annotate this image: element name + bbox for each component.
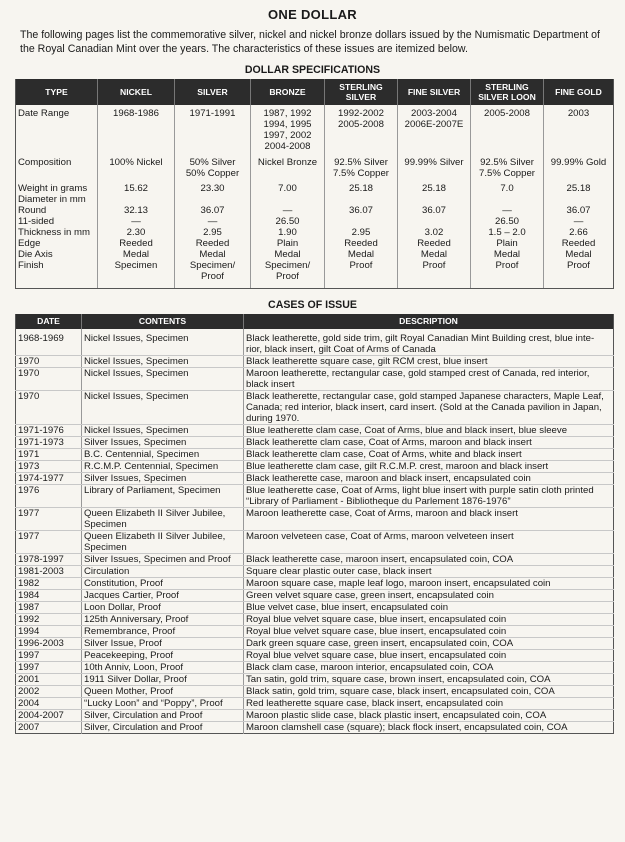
specs-cell: 36.07 — [175, 205, 251, 216]
specs-cell: 23.30 — [175, 183, 251, 194]
table-row — [16, 638, 614, 650]
specs-cell: 1992-2002 2005-2008 — [325, 105, 398, 157]
specs-cell: 15.62 — [98, 183, 175, 194]
case-description: Black leatherette square case, gilt RCM crest, blue insert — [244, 356, 614, 368]
specs-cell: — — [471, 205, 544, 216]
table-row — [16, 662, 614, 674]
case-contents: Nickel Issues, Specimen — [82, 329, 244, 356]
case-contents: Queen Elizabeth II Silver Jubilee, Specimen — [82, 508, 244, 531]
case-date: 1971 — [16, 449, 82, 461]
table-row — [16, 614, 614, 626]
table-row — [16, 449, 614, 461]
table-row — [16, 531, 614, 554]
table-row — [16, 650, 614, 662]
case-date: 1971-1973 — [16, 437, 82, 449]
case-date: 2001 — [16, 674, 82, 686]
case-contents: Silver, Circulation and Proof — [82, 722, 244, 734]
specs-cell: 1971-1991 — [175, 105, 251, 157]
case-description: Blue leatherette clam case, Coat of Arms, blue and black insert, blue sleeve — [244, 425, 614, 437]
case-date: 1996-2003 — [16, 638, 82, 650]
case-description: Black leatherette, rectangular case, gold stamped Japanese characters, Maple Leaf, Canada; red interior, black insert, card insert. (Sold at the Canada pavilion in Japan, during 1970. — [244, 391, 614, 425]
case-contents: Peacekeeping, Proof — [82, 650, 244, 662]
specs-cell: 25.18 — [398, 183, 471, 194]
cases-col-header: DATE — [16, 314, 82, 329]
case-date: 1997 — [16, 650, 82, 662]
specs-cell — [398, 216, 471, 227]
case-date: 1977 — [16, 508, 82, 531]
case-description: Royal blue velvet square case, blue insert, encapsulated coin — [244, 614, 614, 626]
specs-cell: 2005-2008 — [471, 105, 544, 157]
specs-body — [16, 105, 614, 289]
case-contents: Library of Parliament, Specimen — [82, 485, 244, 508]
specs-cell — [251, 194, 325, 205]
case-contents: 125th Anniversary, Proof — [82, 614, 244, 626]
specs-cell: 36.07 — [398, 205, 471, 216]
specs-cell: 25.18 — [566, 183, 591, 194]
case-description: Black leatherette clam case, Coat of Arms, maroon and black insert — [244, 437, 614, 449]
case-description: Blue leatherette case, Coat of Arms, light blue insert with purple satin cloth printed “Library of Parliament - Bibliotheque du Parlement 1876-1976” — [244, 485, 614, 508]
specs-cell: 1968-1986 — [98, 105, 175, 157]
specs-cell — [471, 194, 544, 205]
case-date: 2004 — [16, 698, 82, 710]
specs-cell: Proof — [398, 260, 471, 289]
table-row — [16, 356, 614, 368]
specs-col-header: STERLING SILVER LOON — [471, 79, 544, 105]
specs-cell: 92.5% Silver 7.5% Copper — [471, 157, 544, 183]
table-row — [16, 722, 614, 734]
case-contents: Loon Dollar, Proof — [82, 602, 244, 614]
specs-cell: 1.90 — [251, 227, 325, 238]
case-description: Dark green square case, green insert, encapsulated coin, COA — [244, 638, 614, 650]
case-contents: Silver Issues, Specimen and Proof — [82, 554, 244, 566]
specs-col-header: NICKEL — [98, 79, 175, 105]
table-row — [16, 566, 614, 578]
table-row — [16, 437, 614, 449]
specs-row-label: Finish — [16, 260, 98, 289]
specs-cell: 2003-2004 2006E-2007E — [398, 105, 471, 157]
case-contents: Constitution, Proof — [82, 578, 244, 590]
specs-cell: 100% Nickel — [98, 157, 175, 183]
specs-cell — [98, 194, 175, 205]
case-description: Red leatherette square case, black insert, encapsulated coin — [244, 698, 614, 710]
case-description: Blue velvet case, blue insert, encapsulated coin — [244, 602, 614, 614]
case-contents: Nickel Issues, Specimen — [82, 391, 244, 425]
case-date: 2007 — [16, 722, 82, 734]
case-contents: Queen Mother, Proof — [82, 686, 244, 698]
specs-cell: Medal — [98, 249, 175, 260]
specs-cell: Proof — [325, 260, 398, 289]
specs-row — [16, 227, 614, 238]
specs-row — [16, 238, 614, 249]
specs-cell: 36.07 — [566, 205, 591, 216]
specs-row — [16, 249, 614, 260]
table-row — [16, 686, 614, 698]
case-date: 1971-1976 — [16, 425, 82, 437]
case-description: Black clam case, maroon interior, encapsulated coin, COA — [244, 662, 614, 674]
case-contents: “Lucky Loon” and “Poppy”, Proof — [82, 698, 244, 710]
case-description: Maroon clamshell case (square); black flock insert, encapsulated coin, COA — [246, 722, 568, 733]
case-contents: 1911 Silver Dollar, Proof — [82, 674, 244, 686]
specs-cell: Plain — [471, 238, 544, 249]
table-row — [16, 368, 614, 391]
case-date: 1978-1997 — [16, 554, 82, 566]
cases-col-header: DESCRIPTION — [244, 314, 614, 329]
specs-cell: 2.66 — [569, 227, 588, 238]
table-row — [16, 485, 614, 508]
specs-row — [16, 157, 614, 183]
case-date: 1970 — [16, 391, 82, 425]
specs-cell: 2003 — [567, 108, 590, 119]
specs-row — [16, 216, 614, 227]
specs-cell: 36.07 — [325, 205, 398, 216]
table-row — [16, 710, 614, 722]
specs-header-row — [16, 79, 614, 105]
specs-cell: 1.5 – 2.0 — [471, 227, 544, 238]
specs-col-header: SILVER — [175, 79, 251, 105]
specs-cell: Proof — [544, 260, 614, 289]
specs-col-header: BRONZE — [251, 79, 325, 105]
specs-cell — [175, 194, 251, 205]
specs-cell: — — [251, 205, 325, 216]
case-date: 1968-1969 — [16, 329, 82, 356]
specifications-table — [15, 79, 614, 289]
specs-cell: — — [573, 216, 584, 227]
specs-row-label: Composition — [16, 157, 98, 183]
specs-cell: 25.18 — [325, 183, 398, 194]
specs-row — [16, 194, 614, 205]
table-row — [16, 698, 614, 710]
case-contents: Remembrance, Proof — [82, 626, 244, 638]
specs-title: DOLLAR SPECIFICATIONS — [244, 64, 381, 76]
case-description: Maroon leatherette, rectangular case, gold stamped crest of Canada, red interior, black insert — [244, 368, 614, 391]
cases-body — [16, 329, 614, 734]
specs-cell: 50% Silver 50% Copper — [175, 157, 251, 183]
specs-cell: 1987, 1992 1994, 1995 1997, 2002 2004-2008 — [251, 105, 325, 157]
table-row — [16, 626, 614, 638]
table-row — [16, 391, 614, 425]
case-date: 1976 — [16, 485, 82, 508]
case-contents: R.C.M.P. Centennial, Specimen — [82, 461, 244, 473]
specs-col-header: TYPE — [16, 79, 98, 105]
case-contents: Nickel Issues, Specimen — [82, 356, 244, 368]
case-date: 1973 — [16, 461, 82, 473]
table-row — [16, 461, 614, 473]
table-row — [16, 674, 614, 686]
case-date: 1984 — [16, 590, 82, 602]
specs-row-label: Diameter in mm — [16, 194, 98, 205]
case-description: Black leatherette, gold side trim, gilt Royal Canadian Mint Building crest, blue inte- rior, black insert, gilt Coat of Arms of Canada — [244, 329, 614, 356]
specs-cell: Specimen/ Proof — [175, 260, 251, 289]
specs-cell: 2.30 — [98, 227, 175, 238]
specs-cell: — — [98, 216, 175, 227]
case-date: 1987 — [16, 602, 82, 614]
case-description: Tan satin, gold trim, square case, brown insert, encapsulated coin, COA — [244, 674, 614, 686]
specs-row-label: Edge — [16, 238, 98, 249]
specs-cell: Reeded — [398, 238, 471, 249]
case-description: Maroon plastic slide case, black plastic insert, encapsulated coin, COA — [244, 710, 614, 722]
case-contents: Silver Issues, Specimen — [82, 473, 244, 485]
specs-cell — [325, 194, 398, 205]
specs-cell: Medal — [398, 249, 471, 260]
table-row — [16, 329, 614, 356]
intro-paragraph: The following pages list the commemorative silver, nickel and nickel bronze dollars issued by the Numismatic Department of the Royal Canadian Mint over the years. The characteristics of these issues are itemized below. — [20, 29, 600, 55]
specs-cell: Specimen — [98, 260, 175, 289]
case-description: Green velvet square case, green insert, encapsulated coin — [244, 590, 614, 602]
case-description: Maroon velveteen case, Coat of Arms, maroon velveteen insert — [244, 531, 614, 554]
specs-cell: Medal — [251, 249, 325, 260]
specs-row-label: 11-sided — [16, 216, 98, 227]
case-description: Black satin, gold trim, square case, black insert, encapsulated coin, COA — [244, 686, 614, 698]
specs-cell: 3.02 — [398, 227, 471, 238]
specs-cell: Medal — [471, 249, 544, 260]
specs-cell: 92.5% Silver 7.5% Copper — [325, 157, 398, 183]
case-description: Black leatherette case, maroon insert, encapsulated coin, COA — [244, 554, 614, 566]
case-description: Black leatherette case, maroon and black insert, encapsulated coin — [244, 473, 614, 485]
case-contents: Silver Issue, Proof — [82, 638, 244, 650]
specs-row-label: Round — [16, 205, 98, 216]
specs-cell: 26.50 — [471, 216, 544, 227]
cases-table — [15, 314, 614, 734]
table-row — [16, 508, 614, 531]
specs-row-label: Weight in grams — [16, 183, 98, 194]
specs-col-header: FINE GOLD — [544, 79, 614, 105]
specs-col-header: STERLING SILVER — [325, 79, 398, 105]
specs-row — [16, 183, 614, 194]
case-description: Blue leatherette clam case, gilt R.C.M.P. crest, maroon and black insert — [244, 461, 614, 473]
case-contents: Nickel Issues, Specimen — [82, 368, 244, 391]
case-contents: 10th Anniv, Loon, Proof — [82, 662, 244, 674]
specs-cell: Plain — [251, 238, 325, 249]
specs-cell: Specimen/ Proof — [251, 260, 325, 289]
specs-row-label: Date Range — [16, 105, 98, 157]
specs-cell: 7.00 — [251, 183, 325, 194]
case-contents: Silver, Circulation and Proof — [82, 710, 244, 722]
case-description: Square clear plastic outer case, black insert — [244, 566, 614, 578]
specs-cell: — — [175, 216, 251, 227]
table-row — [16, 425, 614, 437]
case-date: 1994 — [16, 626, 82, 638]
specs-cell: Reeded — [98, 238, 175, 249]
specs-cell: 99.99% Gold — [550, 157, 607, 168]
specs-cell: Medal — [175, 249, 251, 260]
case-contents: Circulation — [82, 566, 244, 578]
specs-cell: 99.99% Silver — [398, 157, 471, 183]
specs-cell: Reeded — [175, 238, 251, 249]
specs-cell: Reeded — [325, 238, 398, 249]
specs-cell — [325, 216, 398, 227]
case-contents: B.C. Centennial, Specimen — [82, 449, 244, 461]
specs-cell: Medal — [565, 249, 592, 260]
specs-cell: Medal — [325, 249, 398, 260]
specs-row — [16, 105, 614, 157]
case-date: 1970 — [16, 368, 82, 391]
specs-cell: 26.50 — [251, 216, 325, 227]
case-contents: Jacques Cartier, Proof — [82, 590, 244, 602]
specs-cell: Proof — [471, 260, 544, 289]
cases-col-header: CONTENTS — [82, 314, 244, 329]
case-date: 2002 — [16, 686, 82, 698]
cases-header-row — [16, 314, 614, 329]
specs-cell: 2.95 — [325, 227, 398, 238]
specs-row-label: Thickness in mm — [16, 227, 98, 238]
specs-cell — [544, 194, 614, 205]
case-date: 1974-1977 — [16, 473, 82, 485]
cases-title: CASES OF ISSUE — [268, 299, 357, 311]
case-description: Maroon leatherette case, Coat of Arms, maroon and black insert — [244, 508, 614, 531]
case-date: 2004-2007 — [16, 710, 82, 722]
specs-col-header: FINE SILVER — [398, 79, 471, 105]
case-date: 1982 — [16, 578, 82, 590]
table-row — [16, 590, 614, 602]
case-description: Royal blue velvet square case, blue insert, encapsulated coin — [244, 626, 614, 638]
specs-cell: 32.13 — [98, 205, 175, 216]
specs-cell: Reeded — [561, 238, 596, 249]
case-description: Royal blue velvet square case, blue insert, encapsulated coin — [244, 650, 614, 662]
case-date: 1970 — [16, 356, 82, 368]
case-date: 1981-2003 — [16, 566, 82, 578]
table-row — [16, 554, 614, 566]
specs-cell: 2.95 — [175, 227, 251, 238]
table-row — [16, 473, 614, 485]
specs-row — [16, 205, 614, 216]
case-date: 1977 — [16, 531, 82, 554]
case-date: 1997 — [16, 662, 82, 674]
specs-row-label: Die Axis — [16, 249, 98, 260]
page-title: ONE DOLLAR — [268, 7, 357, 22]
specs-cell: Nickel Bronze — [251, 157, 325, 183]
case-contents: Nickel Issues, Specimen — [82, 425, 244, 437]
table-row — [16, 602, 614, 614]
case-description: Maroon square case, maple leaf logo, maroon insert, encapsulated coin — [244, 578, 614, 590]
case-description: Black leatherette clam case, Coat of Arms, white and black insert — [244, 449, 614, 461]
specs-cell — [398, 194, 471, 205]
case-contents: Silver Issues, Specimen — [82, 437, 244, 449]
specs-cell: 7.0 — [471, 183, 544, 194]
table-row — [16, 578, 614, 590]
case-contents: Queen Elizabeth II Silver Jubilee, Specimen — [82, 531, 244, 554]
case-date: 1992 — [16, 614, 82, 626]
specs-row — [16, 260, 614, 289]
